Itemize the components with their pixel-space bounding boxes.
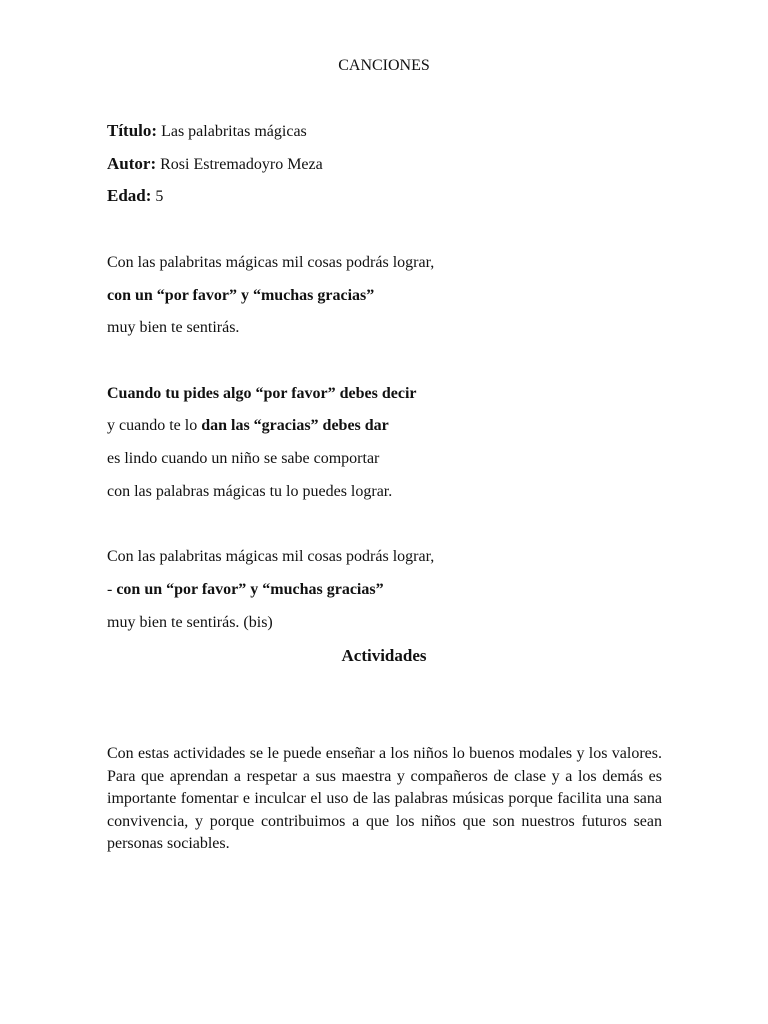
activities-paragraph: Con estas actividades se le puede enseñar a los niños lo buenos modales y los valores. Para que aprendan a respetar a sus maestra y compañeros de clase y a los demás es importante fomentar e inculcar el uso de las palabras músicas porque facilita una sana convivencia, y porque contribuimos a que los niños que son nuestros futuros sean personas sociables. (107, 745, 662, 852)
meta-age-label: Edad: (107, 186, 152, 205)
stanza3-line3: muy bien te sentirás. (bis) (107, 614, 273, 631)
meta-age (107, 186, 163, 207)
stanza2-line2 (107, 416, 389, 436)
activities-title: Actividades (341, 646, 427, 665)
stanza3-line2-plain: - (107, 581, 117, 598)
stanza3-line1: Con las palabritas mágicas mil cosas podrás lograr, (107, 548, 435, 565)
stanza2-line2-plain: y cuando te lo (107, 417, 202, 434)
meta-age-value: 5 (155, 188, 164, 205)
meta-title-value: Las palabritas mágicas (161, 123, 307, 140)
meta-title (107, 121, 307, 142)
stanza1-line3: muy bien te sentirás. (107, 319, 240, 336)
stanza2-line3: es lindo cuando un niño se sabe comportar (107, 450, 380, 467)
stanza1-line2: con un “por favor” y “muchas gracias” (107, 287, 375, 304)
stanza2-line2-bold: dan las “gracias” debes dar (201, 417, 389, 434)
stanza2-line4: con las palabras mágicas tu lo puedes lograr. (107, 483, 393, 500)
meta-title-label: Título: (107, 121, 158, 140)
meta-author-value: Rosi Estremadoyro Meza (160, 156, 323, 173)
meta-author-label: Autor: (107, 154, 157, 173)
stanza1-line1: Con las palabritas mágicas mil cosas podrás lograr, (107, 254, 435, 271)
document-heading: CANCIONES (338, 57, 430, 74)
stanza3-line2-bold: con un “por favor” y “muchas gracias” (116, 581, 384, 598)
meta-author (107, 154, 323, 175)
stanza2-line1: Cuando tu pides algo “por favor” debes decir (107, 385, 417, 402)
stanza3-line2 (107, 580, 384, 600)
